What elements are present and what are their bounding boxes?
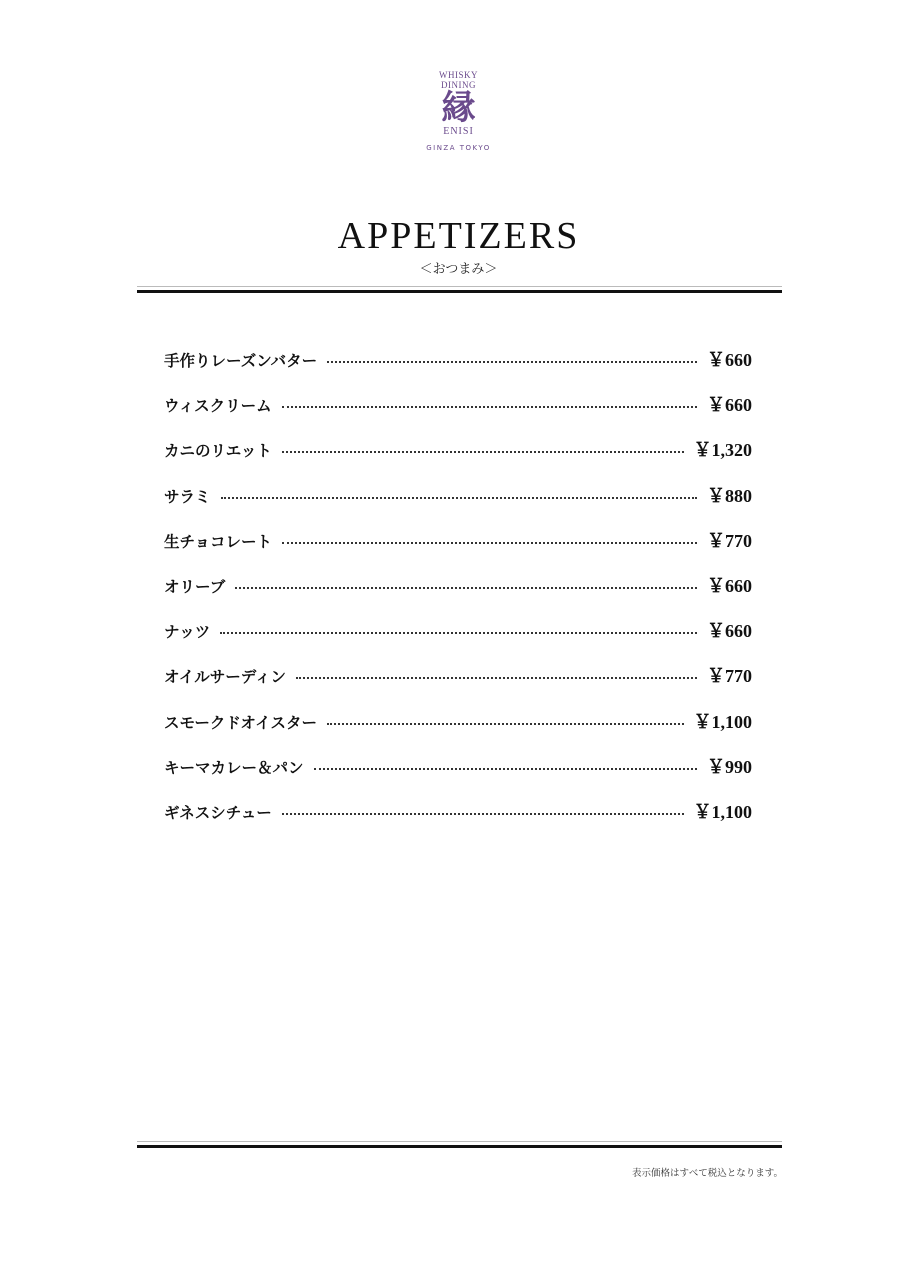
bottom-divider-thick [137,1145,782,1148]
menu-item-name: オイルサーディン [164,668,286,687]
dot-leader [235,587,697,589]
menu-item-price: ￥660 [707,395,752,416]
logo-dining: DINING [441,80,476,90]
menu-item-price: ￥660 [707,621,752,642]
menu-item [164,436,752,481]
logo-kanji: 縁 [441,88,476,128]
menu-item-price: ￥1,320 [693,440,752,461]
dot-leader [282,813,684,815]
menu-item [164,527,752,572]
dot-leader [327,361,697,363]
menu-item [164,617,752,662]
logo-whisky: WHISKY [439,70,478,80]
top-divider-thin [137,286,782,287]
menu-item-name: 生チョコレート [164,532,273,551]
logo-enisi: ENISI [443,126,474,137]
dot-leader [220,632,697,634]
menu-item [164,708,752,753]
logo-location: GINZA TOKYO [426,144,491,152]
menu-item [164,572,752,617]
menu-item-price: ￥880 [707,485,752,506]
dot-leader [282,406,697,408]
dot-leader [282,451,684,453]
menu-item-name: ナッツ [164,623,211,642]
menu-item-name: 手作りレーズンバター [164,352,318,370]
menu-item-name: カニのリエット [164,442,272,461]
menu-item-name: サラミ [164,487,211,506]
dot-leader [296,677,697,679]
top-divider-thick [137,290,782,293]
menu-item [164,482,752,527]
menu-item-name: ギネスシチュー [164,803,272,822]
bottom-divider-thin [137,1141,782,1142]
menu-item-name: キーマカレー＆パン [164,758,304,777]
menu-item-name: スモークドオイスター [164,713,317,732]
menu-item-price: ￥1,100 [693,801,752,822]
logo [0,70,917,152]
menu-item-price: ￥660 [707,350,752,370]
dot-leader [314,768,697,770]
menu-item-price: ￥1,100 [693,711,752,732]
menu-item-price: ￥990 [707,756,752,777]
page-title: APPETIZERS [337,215,580,257]
menu-list [164,346,752,843]
dot-leader [221,497,697,499]
menu-item-price: ￥770 [707,530,752,551]
menu-item-name: ウィスクリーム [164,397,272,416]
tax-note: 表示価格はすべて税込となります。 [631,1168,783,1179]
dot-leader [282,542,697,544]
menu-item [164,391,752,436]
menu-item [164,798,752,843]
menu-item-name: オリーブ [164,577,226,596]
menu-item-price: ￥660 [707,575,752,596]
menu-item [164,346,752,391]
menu-item [164,753,752,798]
menu-item-price: ￥770 [707,666,752,687]
dot-leader [327,723,684,725]
page-subtitle: ＜おつまみ＞ [419,262,498,277]
menu-item [164,662,752,707]
